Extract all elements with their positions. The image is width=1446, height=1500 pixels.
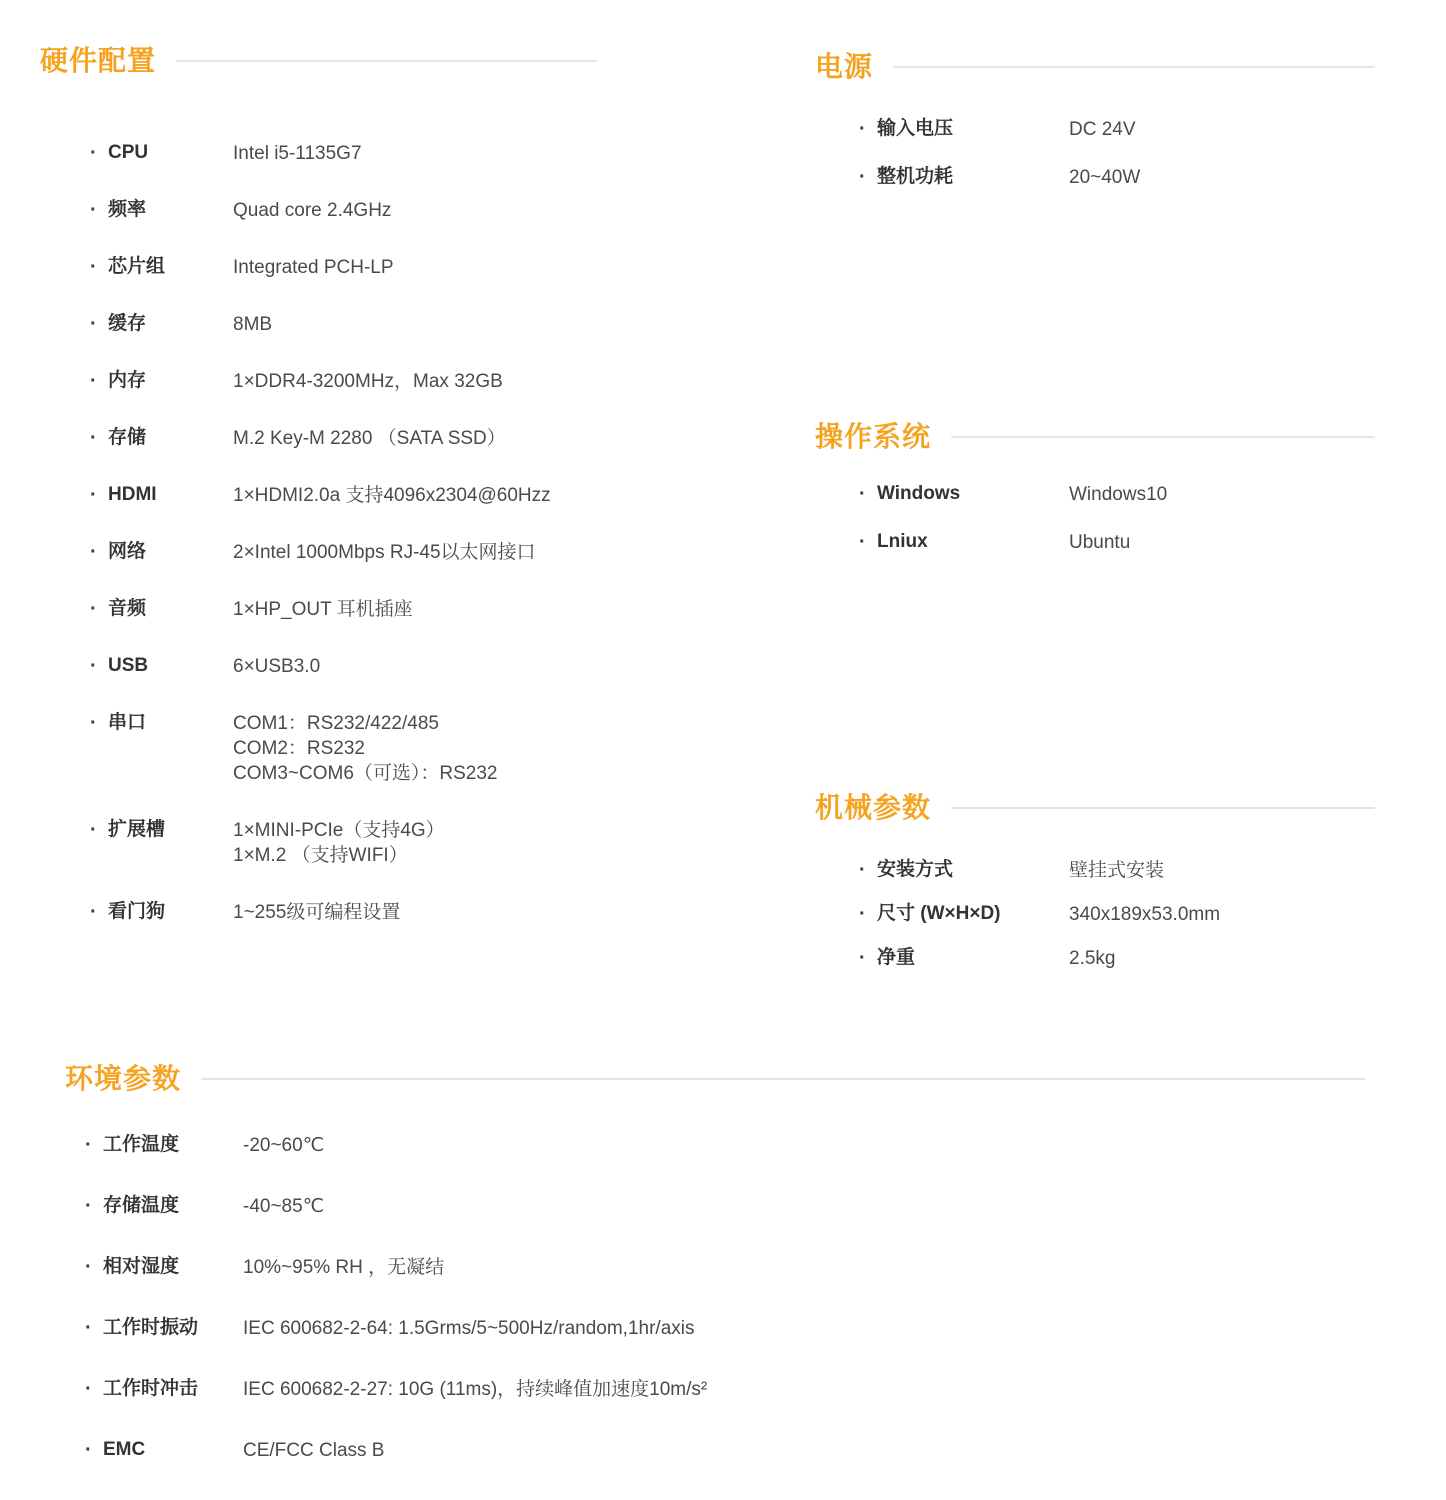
spec-value-line: Ubuntu <box>1069 532 1131 553</box>
spec-value-line: COM1：RS232/422/485 <box>233 713 439 734</box>
spec-row-hardware-9 <box>90 654 597 679</box>
bullet-dot-icon: · <box>90 655 97 677</box>
spec-value <box>243 1438 384 1463</box>
section-header <box>815 50 1375 84</box>
section-title: 电源 <box>815 51 874 82</box>
spec-row-environment-0 <box>85 1133 1365 1158</box>
spec-value-line: DC 24V <box>1069 119 1136 140</box>
bullet-dot-icon: · <box>85 1439 92 1461</box>
section-title: 操作系统 <box>815 421 932 452</box>
bullet-dot-icon: · <box>90 370 97 392</box>
spec-row-mechanical-2 <box>859 946 1375 971</box>
section-header <box>65 1062 1365 1096</box>
spec-value <box>1069 117 1136 142</box>
section-power <box>815 50 1375 190</box>
section-title: 硬件配置 <box>40 45 157 76</box>
spec-label: 尺寸 (W×H×D) <box>877 903 1001 924</box>
bullet-dot-icon: · <box>85 1256 92 1278</box>
spec-row-os-1 <box>859 530 1375 555</box>
spec-row-os-0 <box>859 482 1375 507</box>
spec-row-environment-3 <box>85 1316 1365 1341</box>
spec-value <box>233 255 394 280</box>
spec-value <box>233 597 413 622</box>
spec-row-hardware-5 <box>90 426 597 451</box>
spec-value-line: IEC 600682-2-64: 1.5Grms/5~500Hz/random,1hr/axis <box>243 1318 695 1339</box>
section-items <box>815 482 1375 555</box>
spec-row-hardware-3 <box>90 312 597 337</box>
spec-value <box>1069 165 1140 190</box>
spec-value-line: 1~255级可编程设置 <box>233 902 401 923</box>
spec-label: 工作温度 <box>103 1134 180 1155</box>
spec-label: 内存 <box>108 370 147 391</box>
bullet-dot-icon: · <box>859 166 866 188</box>
spec-row-hardware-12 <box>90 900 597 925</box>
spec-value-line: COM3~COM6（可选）：RS232 <box>233 763 498 784</box>
section-rule-line <box>893 66 1375 68</box>
spec-label: 相对湿度 <box>103 1256 180 1277</box>
spec-value-line: Quad core 2.4GHz <box>233 200 392 221</box>
spec-value-line: 20~40W <box>1069 167 1141 188</box>
spec-value-line: Windows10 <box>1069 484 1168 505</box>
spec-row-hardware-8 <box>90 597 597 622</box>
section-rule-line <box>951 436 1375 438</box>
spec-value-line: 壁挂式安装 <box>1069 860 1165 881</box>
spec-value-line: 10%~95% RH ，无凝结 <box>243 1257 445 1278</box>
spec-value-line: -20~60℃ <box>243 1135 325 1156</box>
spec-label: Windows <box>877 483 961 504</box>
spec-value <box>243 1255 444 1280</box>
spec-row-environment-2 <box>85 1255 1365 1280</box>
bullet-dot-icon: · <box>859 531 866 553</box>
section-items <box>40 141 597 925</box>
spec-value-line: Integrated PCH-LP <box>233 257 394 278</box>
spec-value <box>233 426 506 451</box>
bullet-dot-icon: · <box>90 142 97 164</box>
spec-row-environment-1 <box>85 1194 1365 1219</box>
spec-row-environment-5 <box>85 1438 1365 1463</box>
spec-row-environment-4 <box>85 1377 1365 1402</box>
spec-value-line: 340x189x53.0mm <box>1069 904 1221 925</box>
spec-row-hardware-2 <box>90 255 597 280</box>
section-rule-line <box>176 60 597 62</box>
spec-label: 存储 <box>108 427 147 448</box>
bullet-dot-icon: · <box>90 199 97 221</box>
spec-row-hardware-1 <box>90 198 597 223</box>
section-rule-line <box>951 807 1375 809</box>
bullet-dot-icon: · <box>90 313 97 335</box>
bullet-dot-icon: · <box>90 901 97 923</box>
spec-value <box>233 141 362 166</box>
bullet-dot-icon: · <box>90 819 97 841</box>
section-mechanical <box>815 791 1375 971</box>
spec-value <box>243 1194 324 1219</box>
bullet-dot-icon: · <box>859 903 866 925</box>
spec-row-hardware-10 <box>90 711 597 786</box>
spec-value <box>233 900 400 925</box>
spec-value <box>233 369 503 394</box>
spec-value-line: 1×M.2 （支持WIFI） <box>233 845 408 866</box>
spec-row-hardware-0 <box>90 141 597 166</box>
spec-value <box>243 1377 707 1402</box>
spec-value-line: M.2 Key-M 2280 （SATA SSD） <box>233 428 506 449</box>
spec-label: 安装方式 <box>877 859 954 880</box>
spec-label: 整机功耗 <box>877 166 954 187</box>
spec-row-mechanical-1 <box>859 902 1375 927</box>
spec-value <box>233 312 272 337</box>
spec-value <box>1069 482 1167 507</box>
spec-value-line: 6×USB3.0 <box>233 656 321 677</box>
spec-value <box>1069 530 1130 555</box>
section-hardware <box>40 44 597 925</box>
spec-value <box>1069 902 1220 927</box>
spec-label: EMC <box>103 1439 146 1460</box>
spec-row-power-1 <box>859 165 1375 190</box>
spec-label: 扩展槽 <box>108 819 166 840</box>
spec-label: 缓存 <box>108 313 147 334</box>
spec-label: Lniux <box>877 531 928 552</box>
spec-label: 输入电压 <box>877 118 954 139</box>
section-items <box>815 858 1375 971</box>
spec-label: 净重 <box>877 947 916 968</box>
spec-value <box>1069 858 1164 883</box>
bullet-dot-icon: · <box>85 1378 92 1400</box>
spec-row-hardware-11 <box>90 818 597 868</box>
bullet-dot-icon: · <box>859 947 866 969</box>
spec-label: 频率 <box>108 199 147 220</box>
spec-value <box>243 1133 324 1158</box>
spec-value <box>233 711 497 786</box>
spec-label: 存储温度 <box>103 1195 180 1216</box>
spec-value <box>233 198 391 223</box>
section-header <box>815 420 1375 454</box>
spec-value-line: 1×MINI-PCIe（支持4G） <box>233 820 445 841</box>
spec-label: 串口 <box>108 712 147 733</box>
spec-label: 工作时冲击 <box>103 1378 199 1399</box>
spec-value-line: 2×Intel 1000Mbps RJ-45以太网接口 <box>233 542 536 563</box>
section-environment <box>65 1062 1365 1463</box>
spec-label: 看门狗 <box>108 901 166 922</box>
spec-label: HDMI <box>108 484 157 505</box>
spec-value-line: IEC 600682-2-27: 10G (11ms)，持续峰值加速度10m/s² <box>243 1379 708 1400</box>
spec-value-line: 8MB <box>233 314 273 335</box>
spec-value <box>233 540 536 565</box>
bullet-dot-icon: · <box>90 427 97 449</box>
bullet-dot-icon: · <box>859 859 866 881</box>
spec-value <box>233 654 320 679</box>
spec-row-hardware-6 <box>90 483 597 508</box>
spec-value-line: Intel i5-1135G7 <box>233 143 362 164</box>
spec-label: 芯片组 <box>108 256 166 277</box>
spec-row-power-0 <box>859 117 1375 142</box>
spec-value-line: 1×DDR4-3200MHz，Max 32GB <box>233 371 503 392</box>
section-header <box>40 44 597 78</box>
spec-row-hardware-7 <box>90 540 597 565</box>
spec-value-line: -40~85℃ <box>243 1196 325 1217</box>
spec-row-mechanical-0 <box>859 858 1375 883</box>
spec-value <box>233 483 551 508</box>
spec-value-line: COM2：RS232 <box>233 738 365 759</box>
bullet-dot-icon: · <box>90 598 97 620</box>
bullet-dot-icon: · <box>90 541 97 563</box>
bullet-dot-icon: · <box>85 1195 92 1217</box>
spec-label: 工作时振动 <box>103 1317 199 1338</box>
spec-label: CPU <box>108 142 149 163</box>
bullet-dot-icon: · <box>859 118 866 140</box>
spec-value <box>1069 946 1115 971</box>
section-items <box>815 117 1375 190</box>
section-title: 环境参数 <box>65 1063 182 1094</box>
spec-value-line: 2.5kg <box>1069 948 1116 969</box>
spec-value <box>243 1316 694 1341</box>
spec-row-hardware-4 <box>90 369 597 394</box>
spec-label: 音频 <box>108 598 147 619</box>
spec-value <box>233 818 445 868</box>
spec-value-line: 1×HP_OUT 耳机插座 <box>233 599 413 620</box>
bullet-dot-icon: · <box>859 483 866 505</box>
spec-value-line: CE/FCC Class B <box>243 1440 385 1461</box>
section-os <box>815 420 1375 555</box>
section-items <box>65 1133 1365 1463</box>
spec-label: 网络 <box>108 541 147 562</box>
bullet-dot-icon: · <box>85 1317 92 1339</box>
bullet-dot-icon: · <box>90 712 97 734</box>
spec-label: USB <box>108 655 149 676</box>
bullet-dot-icon: · <box>90 256 97 278</box>
section-title: 机械参数 <box>815 792 932 823</box>
bullet-dot-icon: · <box>90 484 97 506</box>
spec-value-line: 1×HDMI2.0a 支持4096x2304@60Hzz <box>233 485 551 506</box>
bullet-dot-icon: · <box>85 1134 92 1156</box>
section-rule-line <box>201 1078 1365 1080</box>
section-header <box>815 791 1375 825</box>
